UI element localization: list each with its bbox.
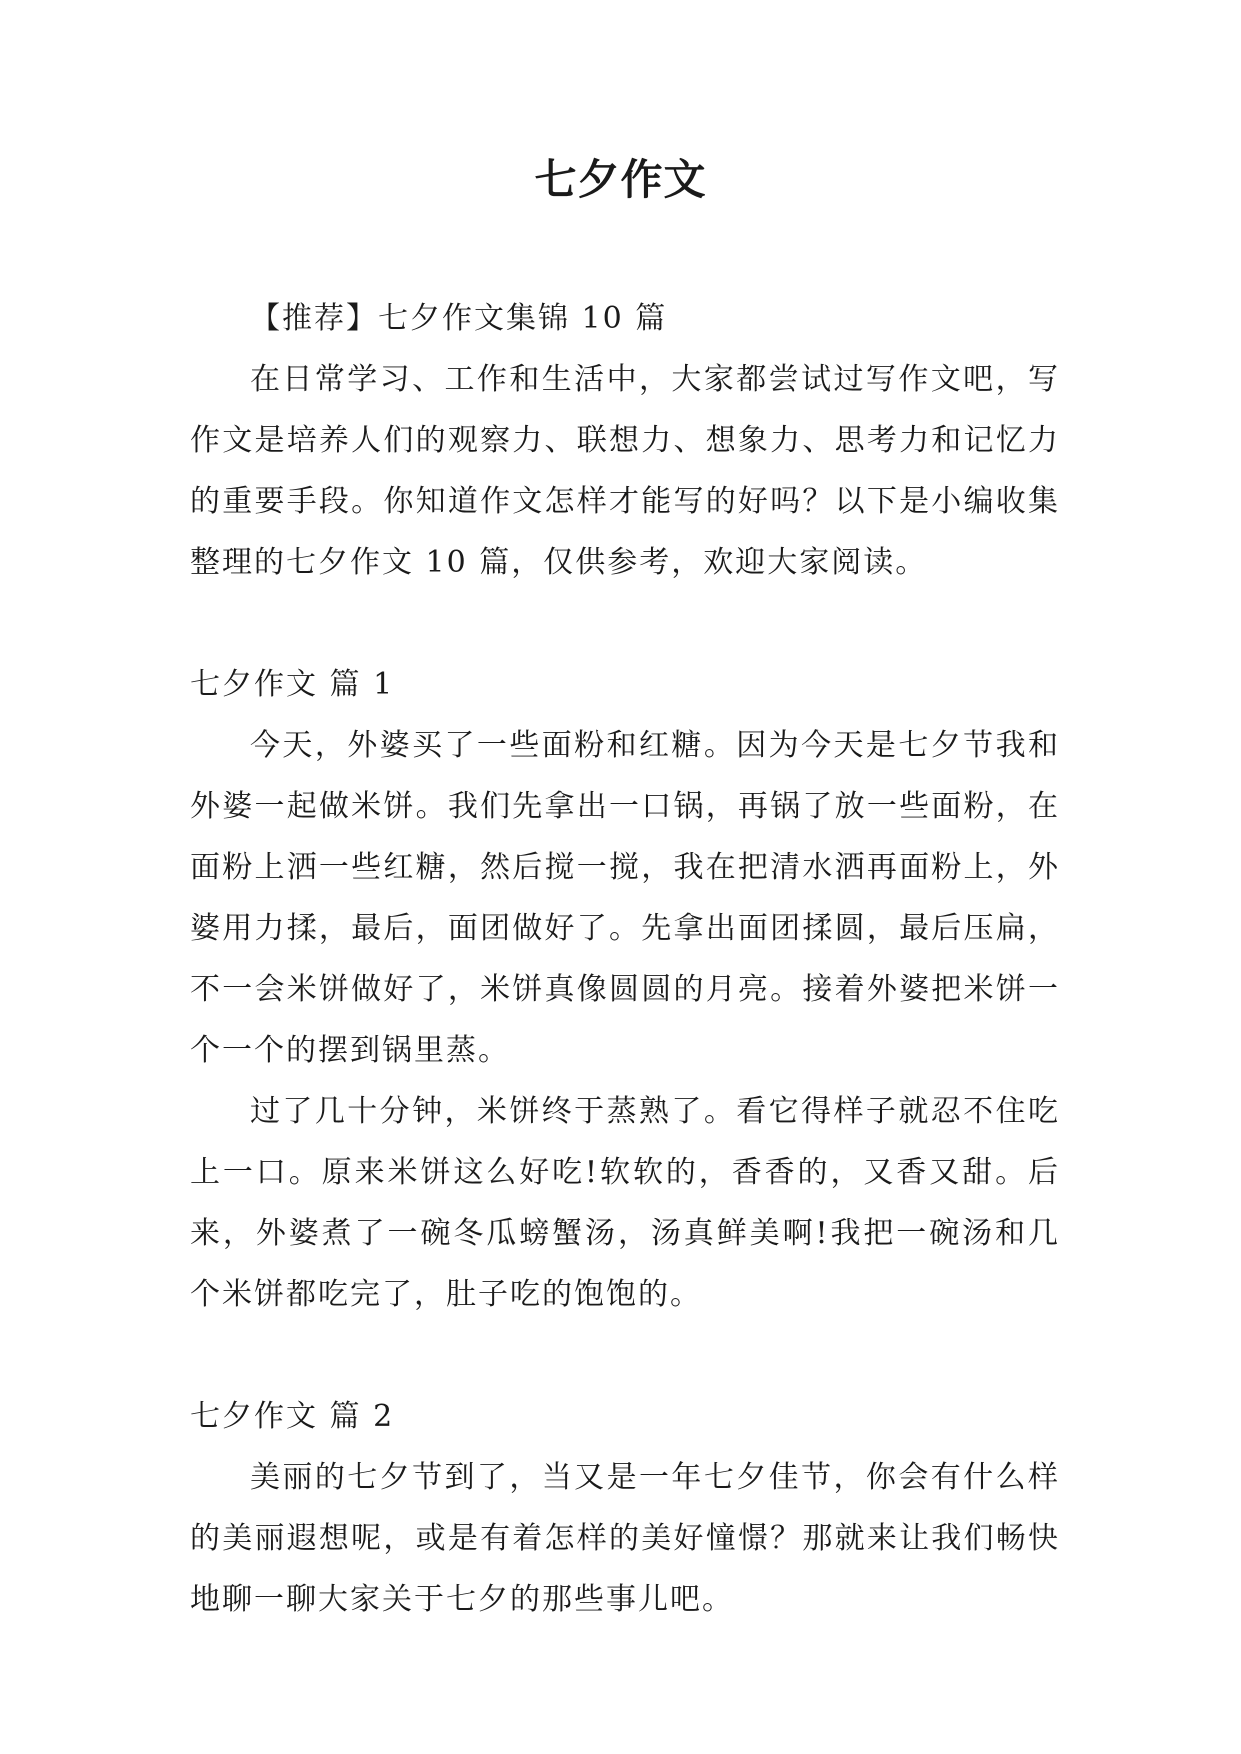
section-1-paragraph-1: 今天，外婆买了一些面粉和红糖。因为今天是七夕节我和外婆一起做米饼。我们先拿出一口锅，再锅了放一些面粉，在面粉上洒一些红糖，然后搅一搅，我在把清水洒再面粉上，外婆用力揉，最后，面团做好了。先拿出面团揉圆，最后压扁，不一会米饼做好了，米饼真像圆圆的月亮。接着外婆把米饼一个一个的摆到锅里蒸。 bbox=[190, 728, 1060, 1068]
section-1-heading: 七夕作文 篇 1 bbox=[190, 667, 395, 702]
section-1-paragraph-2: 过了几十分钟，米饼终于蒸熟了。看它得样子就忍不住吃上一口。原来米饼这么好吃!软软的，香香的，又香又甜。后来，外婆煮了一碗冬瓜螃蟹汤，汤真鲜美啊!我把一碗汤和几个米饼都吃完了，肚子吃的饱饱的。 bbox=[190, 1094, 1060, 1312]
document-body bbox=[190, 288, 1060, 1630]
section-2-heading: 七夕作文 篇 2 bbox=[190, 1399, 395, 1434]
intro-paragraph: 在日常学习、工作和生活中，大家都尝试过写作文吧，写作文是培养人们的观察力、联想力、想象力、思考力和记忆力的重要手段。你知道作文怎样才能写的好吗？以下是小编收集整理的七夕作文 10 篇，仅供参考，欢迎大家阅读。 bbox=[190, 362, 1060, 580]
section-2-paragraph-1: 美丽的七夕节到了，当又是一年七夕佳节，你会有什么样的美丽遐想呢，或是有着怎样的美好憧憬？那就来让我们畅快地聊一聊大家关于七夕的那些事儿吧。 bbox=[190, 1460, 1060, 1617]
intro-heading: 【推荐】七夕作文集锦 10 篇 bbox=[250, 301, 668, 336]
page-title: 七夕作文 bbox=[534, 155, 707, 204]
